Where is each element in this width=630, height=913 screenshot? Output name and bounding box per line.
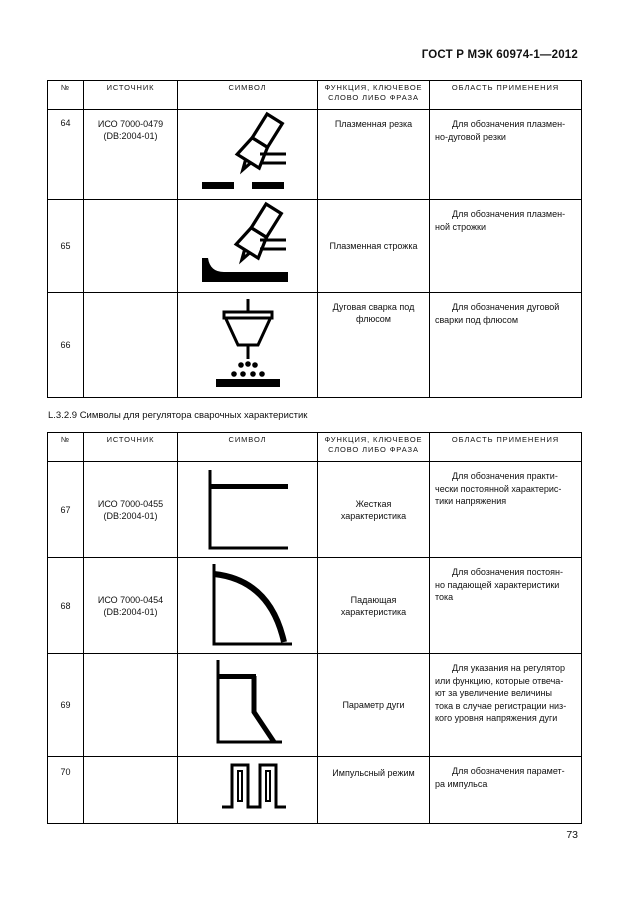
header-area: ОБЛАСТЬ ПРИМЕНЕНИЯ xyxy=(430,81,582,110)
table-row xyxy=(48,293,582,398)
plasma-gouging-icon xyxy=(178,200,318,293)
row-source xyxy=(84,654,178,757)
header-num: № xyxy=(48,81,84,110)
header-symbol: СИМВОЛ xyxy=(178,81,318,110)
header-area: ОБЛАСТЬ ПРИМЕНЕНИЯ xyxy=(430,433,582,462)
symbols-table-2 xyxy=(47,432,582,824)
arc-force-icon xyxy=(178,654,318,757)
symbols-table-1 xyxy=(47,80,582,398)
drooping-characteristic-icon xyxy=(178,558,318,654)
row-source xyxy=(84,200,178,293)
row-number: 69 xyxy=(48,654,84,757)
table-row xyxy=(48,200,582,293)
page-number: 73 xyxy=(566,829,578,841)
row-area: Для обозначения практи- чески постоянной характерис- тики напряжения xyxy=(430,462,582,558)
row-area: Для обозначения плазмен- но-дуговой резки xyxy=(430,110,582,200)
row-function: Дуговая сварка под флюсом xyxy=(318,293,430,398)
row-function: Жесткая характеристика xyxy=(318,462,430,558)
table-row xyxy=(48,654,582,757)
row-source: ИСО 7000-0454 (DB:2004-01) xyxy=(84,558,178,654)
table-row xyxy=(48,462,582,558)
plasma-cutting-icon xyxy=(178,110,318,200)
row-number: 68 xyxy=(48,558,84,654)
submerged-arc-welding-icon xyxy=(178,293,318,398)
pulse-mode-icon xyxy=(178,757,318,824)
row-area: Для указания на регулятор или функцию, которые отвеча- ют за увеличение величины тока в случае регистрации низ- кого уровня напряжения дуги xyxy=(430,654,582,757)
header-function: ФУНКЦИЯ, КЛЮЧЕВОЕ СЛОВО ЛИБО ФРАЗА xyxy=(318,81,430,110)
row-number: 66 xyxy=(48,293,84,398)
document-header: ГОСТ Р МЭК 60974-1—2012 xyxy=(421,49,578,61)
flat-characteristic-icon xyxy=(178,462,318,558)
row-function: Импульсный режим xyxy=(318,757,430,824)
row-function: Падающая характеристика xyxy=(318,558,430,654)
row-number: 70 xyxy=(48,757,84,824)
section-caption: L.3.2.9 Символы для регулятора сварочных характеристик xyxy=(48,410,308,421)
row-source xyxy=(84,293,178,398)
row-area: Для обозначения парамет- ра импульса xyxy=(430,757,582,824)
table-row xyxy=(48,558,582,654)
row-source xyxy=(84,757,178,824)
row-source: ИСО 7000-0455 (DB:2004-01) xyxy=(84,462,178,558)
row-source: ИСО 7000-0479 (DB:2004-01) xyxy=(84,110,178,200)
row-function: Параметр дуги xyxy=(318,654,430,757)
table-header-row xyxy=(48,433,582,462)
table-row xyxy=(48,110,582,200)
table-row xyxy=(48,757,582,824)
header-num: № xyxy=(48,433,84,462)
table-header-row xyxy=(48,81,582,110)
header-function: ФУНКЦИЯ, КЛЮЧЕВОЕ СЛОВО ЛИБО ФРАЗА xyxy=(318,433,430,462)
row-function: Плазменная строжка xyxy=(318,200,430,293)
row-number: 67 xyxy=(48,462,84,558)
header-source: ИСТОЧНИК xyxy=(84,81,178,110)
row-area: Для обозначения дуговой сварки под флюсом xyxy=(430,293,582,398)
row-function: Плазменная резка xyxy=(318,110,430,200)
row-area: Для обозначения постоян- но падающей характеристики тока xyxy=(430,558,582,654)
row-number: 65 xyxy=(48,200,84,293)
row-number: 64 xyxy=(48,110,84,200)
header-symbol: СИМВОЛ xyxy=(178,433,318,462)
header-source: ИСТОЧНИК xyxy=(84,433,178,462)
row-area: Для обозначения плазмен- ной строжки xyxy=(430,200,582,293)
